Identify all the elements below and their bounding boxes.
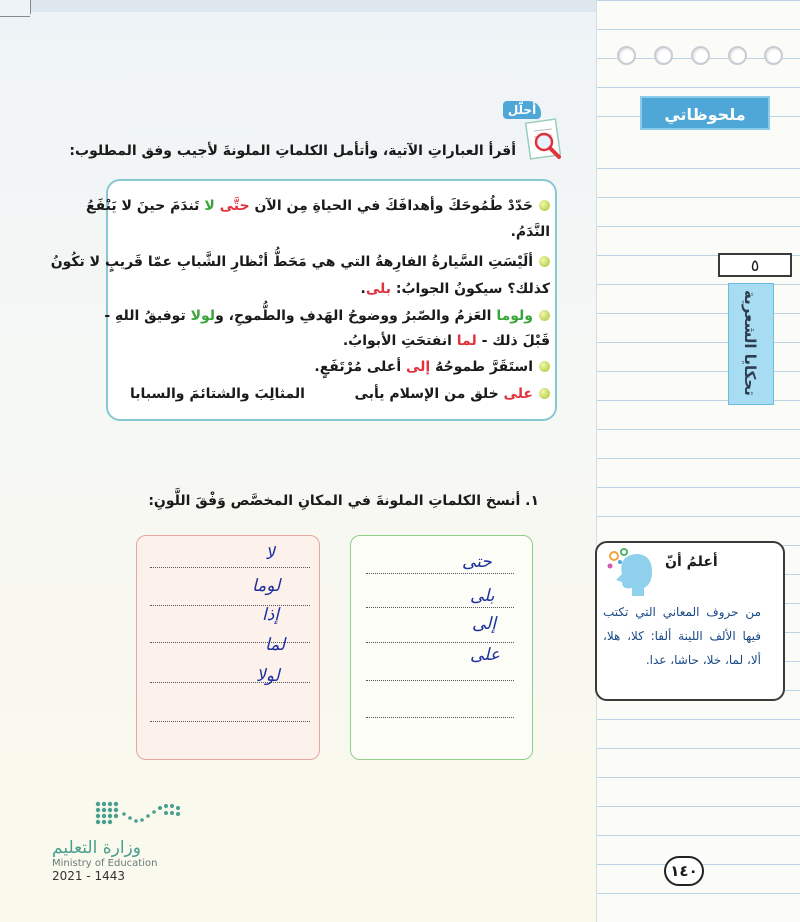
example-line: على خلق من الإسلام يأبى	[355, 386, 550, 402]
answer-line	[150, 720, 310, 722]
handwritten-answer: لوما	[252, 576, 281, 596]
binder-hole	[691, 46, 710, 65]
bullet-icon	[539, 310, 550, 321]
example-line: كذلك؟ سيكونُ الجوابُ: بلى.	[360, 281, 550, 297]
answer-line	[150, 566, 310, 568]
page-number: ١٤٠	[664, 856, 704, 886]
handwritten-answer: لما	[265, 635, 286, 655]
magnifier-icon	[522, 115, 564, 161]
ministry-name-english: Ministry of Education	[52, 858, 158, 869]
handwritten-answer: على	[470, 645, 500, 665]
crop-mark	[0, 16, 30, 17]
analyze-badge: أحلّل	[503, 101, 541, 119]
bullet-icon	[539, 388, 550, 399]
handwritten-answer: بلى	[470, 586, 495, 606]
answer-line	[366, 679, 514, 681]
question-1: ١. أنسخ الكلماتِ الملونةَ في المكانِ المخصَّص وَفْقَ اللَّونِ:	[148, 493, 539, 509]
binder-hole	[728, 46, 747, 65]
example-sentences-box	[106, 179, 557, 421]
handwritten-answer: إلى	[472, 614, 497, 634]
ministry-logo-icon	[92, 798, 188, 832]
green-words-box	[350, 535, 533, 760]
handwritten-answer: لا	[265, 544, 275, 564]
answer-line	[366, 572, 514, 574]
example-line: استَقَرَّ طموحُهُ إلى أعلى مُرْتَفَعٍ.	[314, 359, 550, 375]
unit-side-tab-label: تحكايا الشعرية	[741, 290, 759, 396]
bullet-icon	[539, 361, 550, 372]
thinking-head-icon	[602, 546, 658, 602]
handwritten-answer: لولا	[256, 666, 280, 686]
know-title: أعلمُ أنّ	[665, 554, 718, 570]
binder-hole	[764, 46, 783, 65]
example-line: قَبْلَ ذلك - لما انفتحَتِ الأبوابُ.	[342, 333, 550, 349]
know-text: من حروف المعاني التي تكتب فيها الألف اللينة ألفا: كلا، هلا، ألا، لما، خلا، حاشا، عدا.	[603, 605, 761, 667]
red-words-box	[136, 535, 320, 760]
answer-line	[366, 716, 514, 718]
answer-line	[150, 681, 310, 683]
bullet-icon	[539, 256, 550, 267]
answer-line	[150, 604, 310, 606]
handwritten-answer: إذا	[262, 605, 280, 625]
lesson-number: ٥	[718, 253, 792, 277]
example-line: حَدّدْ طُمُوحَكَ وأهدافَكَ في الحياةِ مِن الآن حتَّى لا تَندَمَ حينَ لا يَنْفَعُ	[86, 198, 550, 214]
academic-year: 2021 - 1443	[52, 869, 126, 883]
top-strip	[30, 0, 596, 12]
bullet-icon	[539, 200, 550, 211]
answer-line	[366, 641, 514, 643]
handwritten-answer: حتى	[462, 552, 492, 572]
ministry-name-arabic: وزارة التعليم	[52, 838, 141, 858]
binder-hole	[654, 46, 673, 65]
example-line: ولوما العَزمُ والصّبرُ ووضوحُ الهَدفِ والطُّموحِ، ولولا توفيقُ اللهِ -	[104, 308, 550, 324]
answer-line	[366, 606, 514, 608]
example-line: ألَيْسَتِ السَّيارةُ الفارِهةُ التي هي مَحَطُّ أنْظارِ الشَّبابِ عمّا قَريبٍ لا تكُونُ	[51, 254, 550, 270]
crop-mark	[30, 0, 31, 14]
binder-hole	[617, 46, 636, 65]
example-line: النَّدَمُ.	[510, 224, 550, 240]
verse-second-hemistich: المثالِبَ والشتائمَ والسبابا	[130, 386, 305, 402]
notes-title: ملحوظاتي	[640, 96, 770, 130]
instruction-text: أقرأ العباراتِ الآتية، وأتأمل الكلماتِ الملونةَ لأجيب وفق المطلوب:	[69, 143, 516, 159]
notes-notebook	[596, 0, 800, 922]
answer-line	[150, 641, 310, 643]
